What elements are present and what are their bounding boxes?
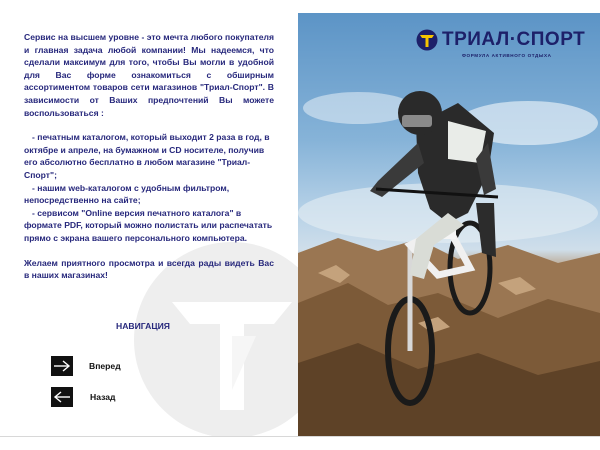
page-bottom-divider bbox=[0, 436, 600, 437]
back-label[interactable]: Назад bbox=[90, 392, 116, 402]
intro-paragraph: Сервис на высшем уровне - это мечта любого покупателя и главная задача любой компании! Мы надеемся, что сделали максимум для того, чтобы Вы могли в удобной для Вас форме ознакомиться с обширным ассортиментом товаров сети магазинов "Триал-Спорт". В зависимости от Ваших предпочтений Вы можете воспользоваться : bbox=[24, 32, 274, 118]
brand-tagline: ФОРМУЛА АКТИВНОГО ОТДЫХА bbox=[462, 53, 552, 58]
arrow-left-icon bbox=[53, 391, 71, 403]
feature-online-pdf: - сервисом "Online версия печатного каталога" в формате PDF, который можно полистать или распечатать прямо с экрана вашего персонального компьютера. bbox=[24, 207, 273, 243]
brand-name: ТРИАЛ·СПОРТ bbox=[442, 29, 586, 50]
navigation-title: НАВИГАЦИЯ bbox=[116, 321, 170, 331]
brand-logo bbox=[416, 27, 596, 67]
arrow-right-icon bbox=[53, 360, 71, 372]
intro-text bbox=[24, 31, 274, 282]
feature-list bbox=[24, 131, 274, 244]
left-page bbox=[0, 0, 298, 436]
feature-web-catalog: - нашим web-каталогом с удобным фильтром, непосредственно на сайте; bbox=[24, 182, 230, 206]
forward-button[interactable] bbox=[51, 356, 73, 376]
forward-label[interactable]: Вперед bbox=[89, 361, 121, 371]
trial-sport-logo-icon bbox=[416, 29, 438, 51]
right-page bbox=[298, 13, 600, 436]
closing-paragraph: Желаем приятного просмотра и всегда рады видеть Вас в наших магазинах! bbox=[24, 257, 274, 281]
feature-print-catalog: - печатным каталогом, который выходит 2 раза в год, в октябре и апреле, на бумажном и CD носителе, получив его абсолютно бесплатно в любом магазине "Триал-Спорт"; bbox=[24, 132, 270, 180]
mountain-biker-photo bbox=[298, 13, 600, 436]
back-button[interactable] bbox=[51, 387, 73, 407]
